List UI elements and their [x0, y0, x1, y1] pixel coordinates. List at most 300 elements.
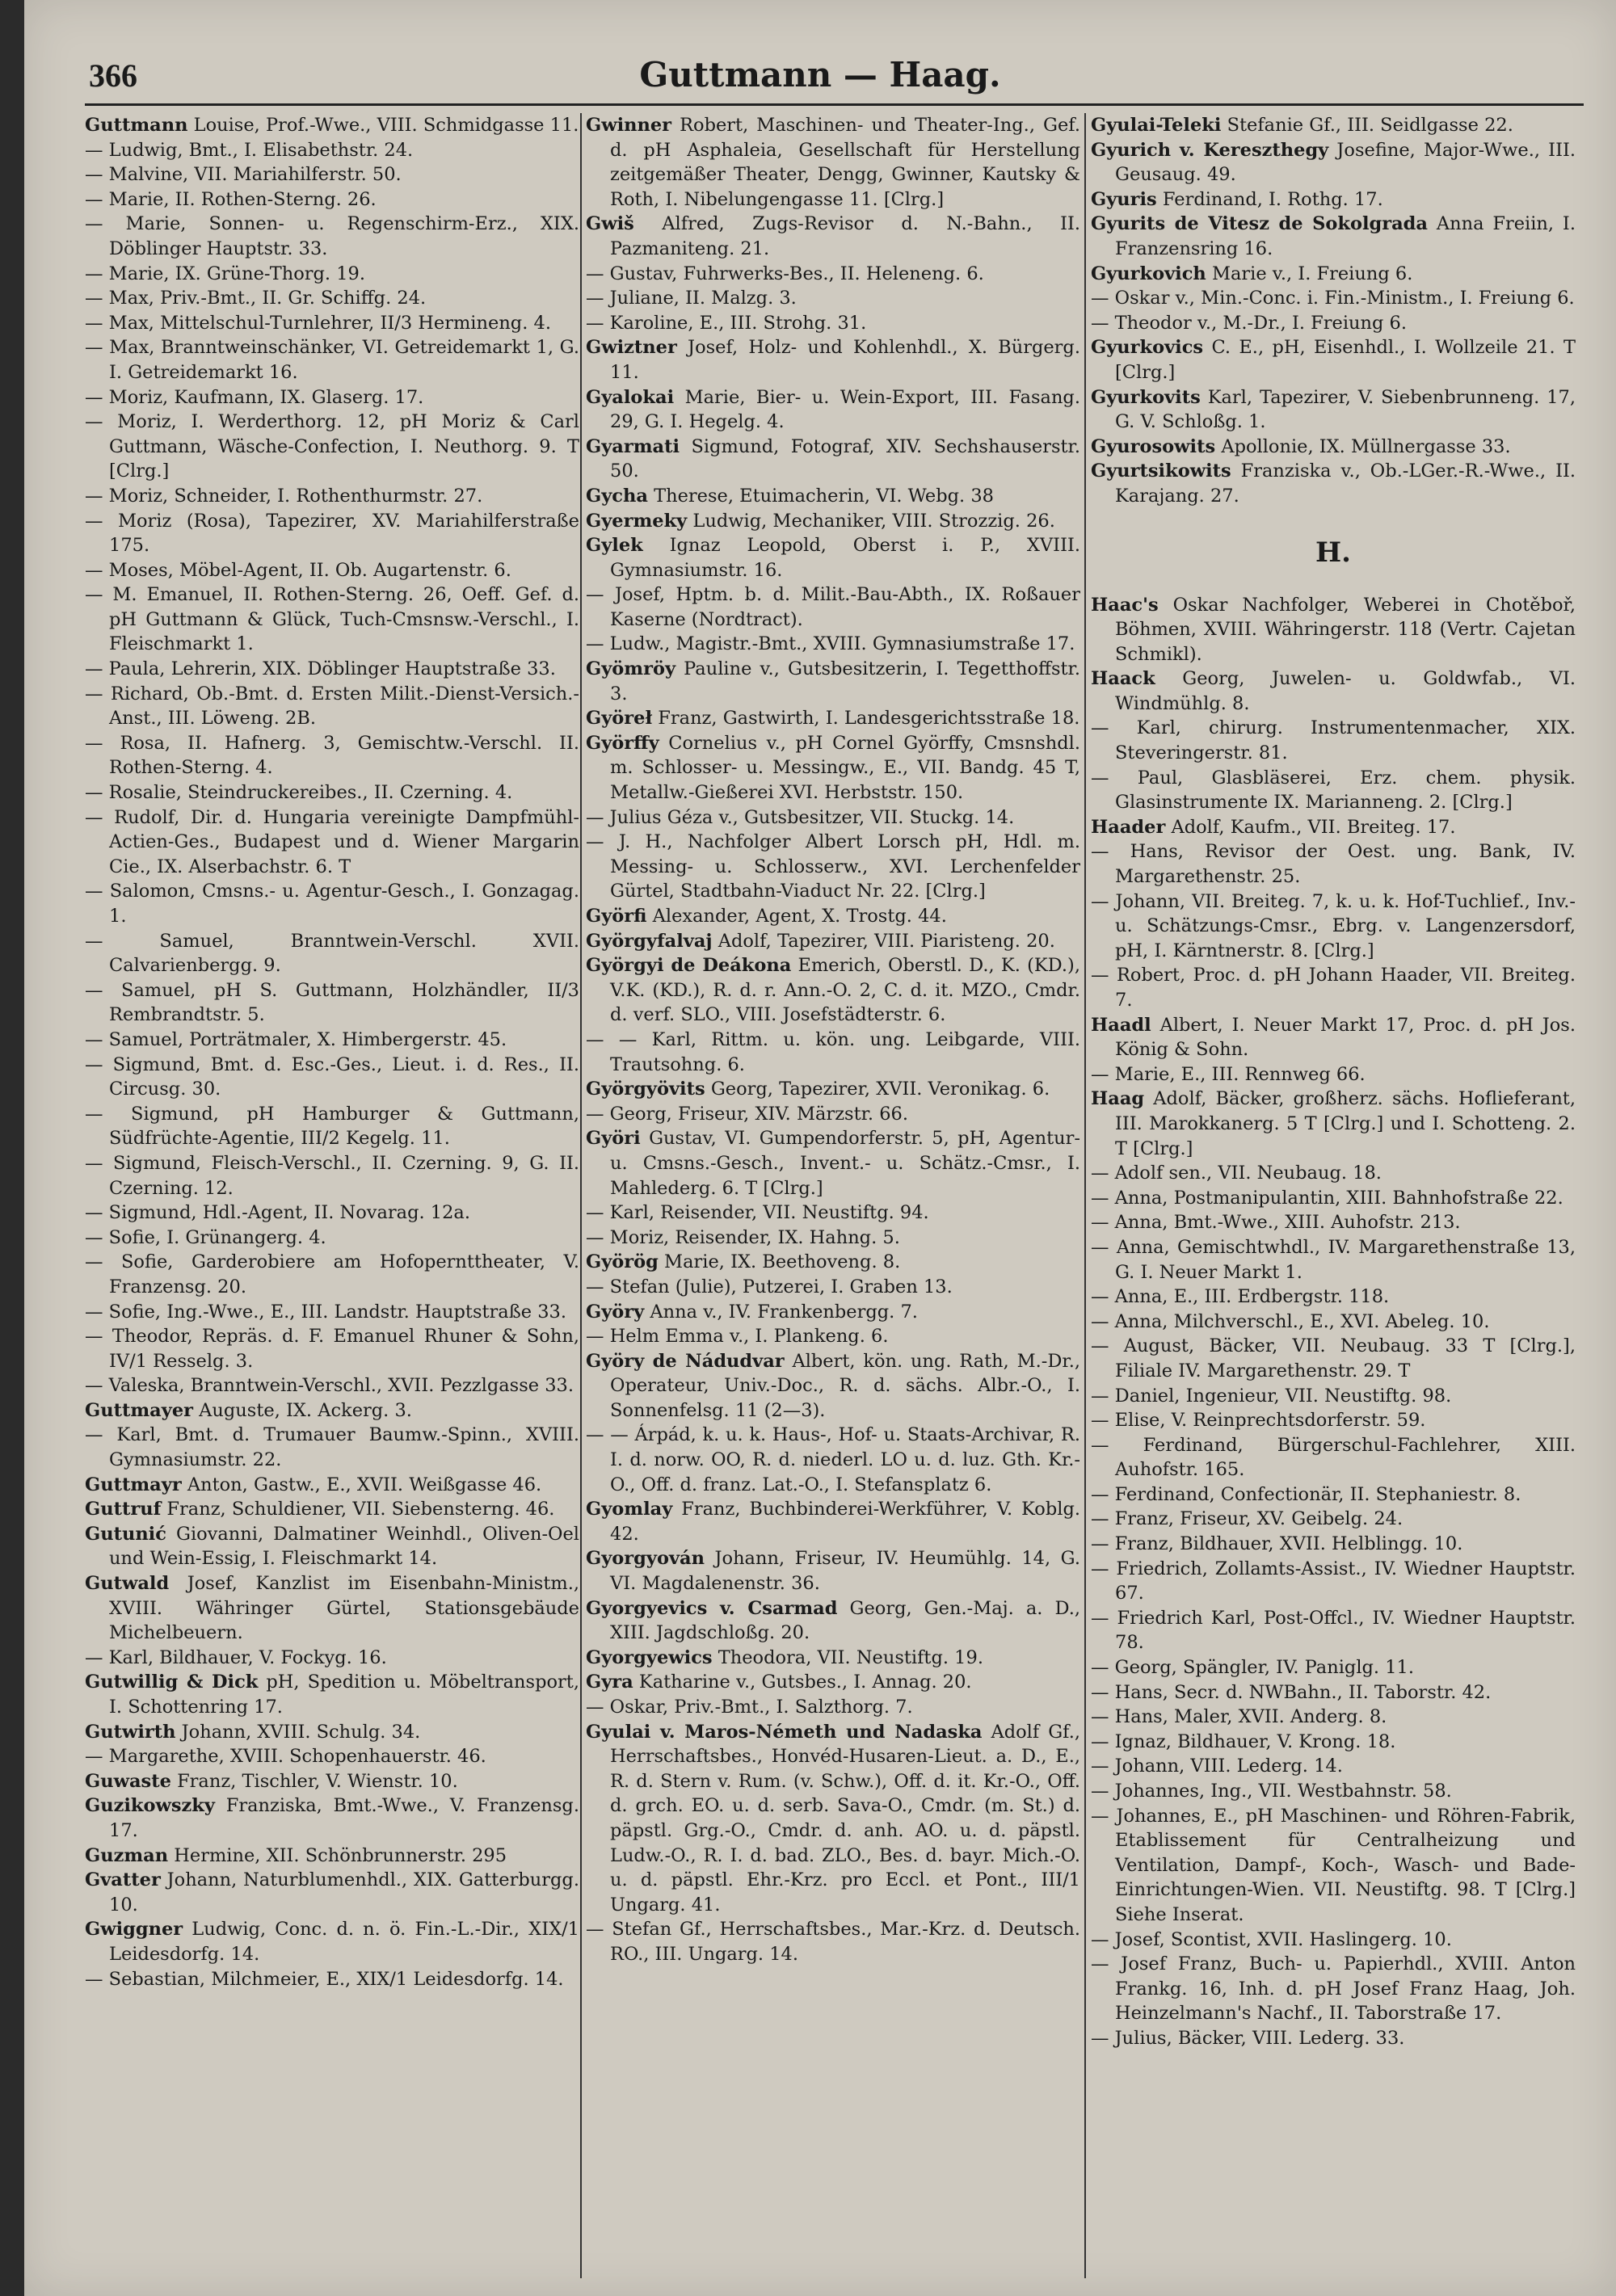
directory-entry: [85, 1967, 579, 1992]
entry-details: — Julius Géza v., Gutsbesitzer, VII. Stuckg. 14.: [586, 806, 1015, 828]
directory-entry: [1091, 1804, 1576, 1928]
entry-details: — Sofie, Ing.-Wwe., E., III. Landstr. Hauptstraße 33.: [85, 1301, 566, 1323]
entry-surname: Guzikowszky: [85, 1795, 215, 1817]
entry-details: Georg, Tapezirer, XVII. Veronikag. 6.: [710, 1079, 1050, 1100]
entry-details: — Max, Branntweinschänker, VI. Getreidemarkt 1, G. I. Getreidemarkt 16.: [85, 337, 579, 383]
directory-entry: [1091, 593, 1576, 667]
directory-entry: [1091, 963, 1576, 1012]
entry-details: Apollonie, IX. Müllnergasse 33.: [1221, 435, 1511, 457]
directory-entry: [1091, 1210, 1576, 1235]
directory-entry: [1091, 1433, 1576, 1482]
directory-entry: [85, 879, 579, 928]
entry-details: — Theodor v., M.-Dr., I. Freiung 6.: [1091, 312, 1408, 334]
entry-details: — Malvine, VII. Mariahilferstr. 50.: [85, 164, 402, 186]
entry-details: — Ferdinand, Bürgerschul-Fachlehrer, XIII. Auhofstr. 165.: [1091, 1434, 1576, 1481]
directory-entry: [85, 1744, 579, 1769]
entry-surname: Gyurkovits: [1091, 386, 1201, 408]
directory-entry: [1091, 187, 1576, 212]
directory-entry: [1091, 113, 1576, 138]
entry-details: — Moriz, Schneider, I. Rothenthurmstr. 27.: [85, 485, 483, 507]
entry-details: Marie, IX. Beethoveng. 8.: [664, 1251, 901, 1273]
directory-entry: [586, 1028, 1080, 1077]
entry-details: — Oskar, Priv.-Bmt., I. Salzthorg. 7.: [586, 1697, 913, 1718]
directory-entry: [85, 1769, 579, 1794]
entry-details: — Karl, Bildhauer, V. Fockyg. 16.: [85, 1646, 387, 1668]
directory-entry: [85, 1053, 579, 1102]
entry-details: — Georg, Spängler, IV. Paniglg. 11.: [1091, 1657, 1415, 1679]
directory-entry: [85, 682, 579, 731]
directory-entry: [85, 509, 579, 558]
entry-details: — Margarethe, XVIII. Schopenhauerstr. 46.: [85, 1746, 486, 1768]
directory-entry: [586, 805, 1080, 831]
directory-entry: [85, 1423, 579, 1472]
directory-entry: [586, 1349, 1080, 1423]
column-divider: [580, 113, 582, 2278]
directory-entry: [85, 780, 579, 805]
entry-surname: Gutwirth: [85, 1721, 176, 1743]
entry-surname: Haader: [1091, 816, 1166, 838]
directory-entry: [586, 1646, 1080, 1671]
entry-surname: Gyra: [586, 1672, 633, 1693]
directory-entry: [586, 1695, 1080, 1720]
entry-details: — Valeska, Branntwein-Verschl., XVII. Pezzlgasse 33.: [85, 1375, 574, 1397]
entry-details: — Friedrich Karl, Post-Offcl., IV. Wiedner Hauptstr. 78.: [1091, 1607, 1576, 1654]
entry-details: — August, Bäcker, VII. Neubaug. 33 T [Clrg.], Filiale IV. Margarethenstr. 29. T: [1091, 1335, 1576, 1381]
entry-surname: Gyorgyewics: [586, 1646, 713, 1668]
entry-details: — Johannes, E., pH Maschinen- und Röhren-Fabrik, Etablissement für Centralheizung und Ventilation, Dampf-, Koch-, Wasch- und Bade-Einrichtungen-Wien. VII. Neustiftg. 98. T [Clrg.] Siehe Inserat.: [1091, 1805, 1576, 1925]
directory-entry: [1091, 1087, 1576, 1161]
directory-entry: [586, 1102, 1080, 1127]
directory-entry: [586, 484, 1080, 509]
entry-details: — Theodor, Repräs. d. F. Emanuel Rhuner & Sohn, IV/1 Resselg. 3.: [85, 1326, 579, 1372]
directory-entry: [1091, 1655, 1576, 1680]
entry-details: — Marie, II. Rothen-Sterng. 26.: [85, 188, 377, 210]
directory-entry: [586, 212, 1080, 261]
directory-entry: [1091, 1705, 1576, 1730]
entry-surname: Györi: [586, 1128, 641, 1150]
directory-entry: [1091, 335, 1576, 385]
entry-details: — Marie, IX. Grüne-Thorg. 19.: [85, 263, 366, 284]
entry-details: — Daniel, Ingenieur, VII. Neustiftg. 98.: [1091, 1385, 1452, 1407]
directory-entry: [85, 1868, 579, 1917]
directory-entry: [1091, 1779, 1576, 1804]
entry-details: Ludwig, Conc. d. n. ö. Fin.-L.-Dir., XIX/1 Leidesdorfg. 14.: [109, 1919, 579, 1965]
entry-details: Johann, Naturblumenhdl., XIX. Gatterburgg. 10.: [109, 1869, 579, 1915]
directory-entry: [85, 187, 579, 212]
entry-details: — Sigmund, Bmt. d. Esc.-Ges., Lieut. i. d. Res., II. Circusg. 30.: [85, 1053, 579, 1100]
entry-details: Adolf Gf., Herrschaftsbes., Honvéd-Husaren-Lieut. a. D., E., R. d. Stern v. Rum. (v. Schw.), Off. d. it. Kr.-O., Off. d. grch. EO. u. d. serb. Sava-O., Cmdr. (m. St.) d. päpstl. Grg.-O., Cmdr. d. anh. AO. u. d. päpstl. Ludw.-O., R. I. d. bad. ZLO., Bes. d. bayr. Mich.-O. u. d. päpstl. Ehr.-Krz. pro Eccl. et Pont., III/1 Ungarg. 41.: [610, 1721, 1080, 1915]
entry-surname: Guttmann: [85, 115, 188, 136]
directory-entry: [85, 1201, 579, 1226]
entry-details: Louise, Prof.-Wwe., VIII. Schmidgasse 11.: [193, 115, 579, 136]
entry-surname: Györgyi de Deákona: [586, 955, 792, 977]
entry-details: — Samuel, pH S. Guttmann, Holzhändler, II/3 Rembrandtstr. 5.: [85, 979, 579, 1026]
entry-details: Therese, Etuimacherin, VI. Webg. 38: [654, 485, 994, 507]
entry-surname: Gyulai-Teleki: [1091, 115, 1222, 136]
entry-details: Sigmund, Fotograf, XIV. Sechshauserstr. 50.: [610, 435, 1080, 482]
entry-details: Ignaz Leopold, Oberst i. P., XVIII. Gymnasiumstr. 16.: [610, 535, 1080, 581]
entry-details: Anna Freiin, I. Franzensring 16.: [1115, 213, 1576, 259]
directory-entry: [85, 558, 579, 583]
entry-details: — Rosa, II. Hafnerg. 3, Gemischtw.-Verschl. II. Rothen-Sterng. 4.: [85, 732, 579, 779]
directory-entry: [1091, 839, 1576, 889]
directory-entry: [586, 731, 1080, 805]
entry-details: — Anna, Milchverschl., E., XVI. Abeleg. 10.: [1091, 1310, 1490, 1332]
directory-entry: [85, 1473, 579, 1498]
directory-entry: [1091, 1384, 1576, 1409]
entry-details: — Johannes, Ing., VII. Westbahnstr. 58.: [1091, 1781, 1452, 1802]
directory-entry: [1091, 1334, 1576, 1383]
entry-surname: Györfi: [586, 906, 647, 927]
entry-details: — Paul, Glasbläserei, Erz. chem. physik. Glasinstrumente IX. Marianneng. 2. [Clrg.]: [1091, 767, 1576, 814]
directory-entry: [1091, 138, 1576, 187]
directory-entry: [1091, 2026, 1576, 2051]
directory-entry: [85, 1250, 579, 1299]
directory-entry: [1091, 435, 1576, 460]
directory-entry: [586, 1720, 1080, 1918]
entry-surname: Guwaste: [85, 1770, 171, 1792]
entry-details: Adolf, Bäcker, großherz. sächs. Hoflieferant, III. Marokkanerg. 5 T [Clrg.] und I. Schotteng. 2. T [Clrg.]: [1115, 1088, 1576, 1159]
entry-surname: Guttmayr: [85, 1474, 182, 1495]
directory-entry: [85, 335, 579, 385]
directory-entry: [85, 113, 579, 138]
entry-surname: Györgyfalvaj: [586, 930, 713, 952]
directory-entry: [586, 657, 1080, 706]
directory-entry: [586, 632, 1080, 657]
directory-entry: [1091, 1730, 1576, 1755]
entry-details: C. E., pH, Eisenhdl., I. Wollzeile 21. T [Clrg.]: [1115, 337, 1576, 383]
entry-details: — Ferdinand, Confectionär, II. Stephaniestr. 8.: [1091, 1483, 1521, 1505]
entry-details: — Moriz (Rosa), Tapezirer, XV. Mariahilferstraße 175.: [85, 510, 579, 557]
directory-entry: [586, 1275, 1080, 1300]
directory-entry: [1091, 1507, 1576, 1532]
entry-details: — Sofie, I. Grünangerg. 4.: [85, 1226, 326, 1248]
page-number: 366: [89, 57, 137, 94]
directory-column-1: [85, 113, 579, 2286]
entry-details: — Josef Franz, Buch- u. Papierhdl., XVIII. Anton Frankg. 16, Inh. d. pH Josef Franz Haag, Joh. Heinzelmann's Nachf., II. Taborstraße 17.: [1091, 1953, 1576, 2025]
entry-details: — Samuel, Porträtmaler, X. Himbergerstr. 45.: [85, 1028, 507, 1050]
entry-surname: Gyorgyevics v. Csarmad: [586, 1597, 838, 1619]
entry-details: — Stefan Gf., Herrschaftsbes., Mar.-Krz. d. Deutsch. RO., III. Ungarg. 14.: [586, 1919, 1080, 1965]
directory-entry: [586, 1596, 1080, 1646]
directory-entry: [85, 162, 579, 187]
entry-details: — Salomon, Cmsns.- u. Agentur-Gesch., I. Gonzagag. 1.: [85, 881, 579, 927]
directory-entry: [586, 830, 1080, 904]
entry-details: — Samuel, Branntwein-Verschl. XVII. Calvarienbergg. 9.: [85, 930, 579, 977]
entry-details: — Anna, Postmanipulantin, XIII. Bahnhofstraße 22.: [1091, 1187, 1563, 1209]
directory-entry: [1091, 1606, 1576, 1655]
directory-entry: [586, 113, 1080, 212]
entry-surname: Györffy: [586, 732, 659, 754]
entry-details: Franz, Buchbinderei-Werkführer, V. Koblg. 42.: [610, 1499, 1080, 1545]
directory-entry: [85, 1102, 579, 1151]
entry-details: — Sigmund, Fleisch-Verschl., II. Czerning. 9, G. II. Czerning. 12.: [85, 1152, 579, 1199]
directory-entry: [1091, 1186, 1576, 1211]
directory-entry: [85, 1793, 579, 1843]
directory-entry: [1091, 1013, 1576, 1062]
entry-details: — Moriz, I. Werderthorg. 12, pH Moriz & Carl Guttmann, Wäsche-Confection, I. Neuthorg. 9. T [Clrg.]: [85, 411, 579, 482]
entry-details: Franz, Schuldiener, VII. Siebensterng. 46.: [166, 1499, 555, 1520]
directory-entry: [1091, 1952, 1576, 2026]
entry-details: — Karl, Reisender, VII. Neustiftg. 94.: [586, 1202, 929, 1224]
entry-details: — Hans, Maler, XVII. Anderg. 8.: [1091, 1706, 1387, 1728]
entry-surname: Gwiggner: [85, 1919, 183, 1941]
entry-details: — Max, Priv.-Bmt., II. Gr. Schiffg. 24.: [85, 288, 427, 309]
directory-entry: [1091, 1754, 1576, 1779]
entry-details: — Moses, Möbel-Agent, II. Ob. Augartenstr. 6.: [85, 559, 511, 581]
directory-entry: [85, 311, 579, 336]
entry-details: — Stefan (Julie), Putzerei, I. Graben 13.: [586, 1276, 953, 1297]
directory-entry: [85, 286, 579, 311]
directory-entry: [85, 1844, 579, 1869]
entry-details: — Julius, Bäcker, VIII. Lederg. 33.: [1091, 2027, 1405, 2049]
entry-details: — Sigmund, pH Hamburger & Guttmann, Südfrüchte-Agentie, III/2 Kegelg. 11.: [85, 1103, 579, 1150]
entry-details: — Ludwig, Bmt., I. Elisabethstr. 24.: [85, 139, 414, 161]
directory-entry: [586, 1423, 1080, 1497]
entry-details: Josef, Holz- und Kohlenhdl., X. Bürgerg. 11.: [610, 337, 1080, 383]
entry-details: Giovanni, Dalmatiner Weinhdl., Oliven-Oel und Wein-Essig, I. Fleischmarkt 14.: [109, 1523, 579, 1570]
entry-details: Josefine, Major-Wwe., III. Geusaug. 49.: [1115, 139, 1576, 186]
directory-entry: [85, 1720, 579, 1745]
directory-entry: [586, 1497, 1080, 1546]
entry-details: Adolf, Kaufm., VII. Breiteg. 17.: [1171, 816, 1456, 838]
directory-entry: [85, 929, 579, 978]
directory-entry: [586, 706, 1080, 731]
directory-entry: [586, 1324, 1080, 1349]
entry-details: Karl, Tapezirer, V. Siebenbrunneng. 17, G. V. Schloßg. 1.: [1115, 386, 1576, 433]
entry-details: Cornelius v., pH Cornel Györffy, Cmsnshdl. m. Schlosser- u. Messingw., E., VII. Bandg. 45 T, Metallw.-Gießerei XVI. Herbststr. 150.: [610, 732, 1080, 804]
entry-surname: Gutwald: [85, 1573, 170, 1595]
directory-entry: [1091, 889, 1576, 964]
directory-entry: [586, 385, 1080, 435]
entry-surname: Gyermeky: [586, 510, 688, 532]
directory-entry: [586, 1670, 1080, 1695]
entry-details: Franziska, Bmt.-Wwe., V. Franzensg. 17.: [109, 1795, 579, 1841]
entry-surname: Haag: [1091, 1088, 1145, 1110]
directory-entry: [85, 657, 579, 682]
directory-entry: [1091, 1928, 1576, 1953]
entry-surname: Gyömröy: [586, 658, 676, 680]
entry-surname: Györgyövits: [586, 1079, 705, 1100]
directory-entry: [1091, 1680, 1576, 1705]
entry-details: Theodora, VII. Neustiftg. 19.: [718, 1646, 983, 1668]
entry-surname: Haadl: [1091, 1014, 1151, 1036]
entry-details: Hermine, XII. Schönbrunnerstr. 295: [174, 1844, 507, 1866]
entry-details: — Oskar v., Min.-Conc. i. Fin.-Ministm., I. Freiung 6.: [1091, 288, 1575, 309]
directory-entry: [1091, 1235, 1576, 1285]
directory-entry: [1091, 1557, 1576, 1606]
entry-details: Josef, Kanzlist im Eisenbahn-Ministm., XVIII. Währinger Gürtel, Stationsgebäude Michelbeuern.: [109, 1573, 579, 1644]
directory-entry: [1091, 1062, 1576, 1087]
directory-entry: [85, 1151, 579, 1201]
directory-entry: [85, 1373, 579, 1398]
entry-details: Adolf, Tapezirer, VIII. Piaristeng. 20.: [718, 930, 1055, 952]
directory-entry: [85, 731, 579, 780]
entry-details: Marie, Bier- u. Wein-Export, III. Fasang. 29, G. I. Hegelg. 4.: [610, 386, 1080, 433]
running-title: Guttmann — Haag.: [639, 55, 1001, 95]
directory-entry: [85, 484, 579, 509]
entry-surname: Gyurits de Vitesz de Sokolgrada: [1091, 213, 1428, 235]
entry-details: — — Árpád, k. u. k. Haus-, Hof- u. Staats-Archivar, R. I. d. norw. OO, R. d. niederl. LO u. d. luz. Gth. Kr.-O., Off. d. franz. Lat.-O., I. Stefansplatz 6.: [586, 1424, 1080, 1495]
directory-entry: [85, 1917, 579, 1966]
directory-entry: [1091, 1310, 1576, 1335]
directory-entry: [85, 1571, 579, 1646]
entry-surname: Gyurkovich: [1091, 263, 1206, 284]
entry-details: — Anna, Gemischtwhdl., IV. Margarethenstraße 13, G. I. Neuer Markt 1.: [1091, 1236, 1576, 1283]
directory-entry: [1091, 262, 1576, 287]
entry-details: — Robert, Proc. d. pH Johann Haader, VII. Breiteg. 7.: [1091, 965, 1576, 1011]
entry-surname: Haac's: [1091, 594, 1159, 616]
entry-details: pH, Spedition u. Möbeltransport, I. Schottenring 17.: [109, 1672, 579, 1718]
entry-surname: Gylek: [586, 535, 643, 557]
entry-details: — J. H., Nachfolger Albert Lorsch pH, Hdl. m. Messing- u. Schlosserw., XVI. Lerchenfelder Gürtel, Stadtbahn-Viaduct Nr. 22. [Clrg.]: [586, 831, 1080, 902]
entry-surname: Gwinner: [586, 115, 672, 136]
entry-surname: Gyurich v. Kereszthegy: [1091, 139, 1329, 161]
directory-entry: [586, 262, 1080, 287]
directory-entry: [586, 509, 1080, 534]
entry-details: — Johann, VIII. Lederg. 14.: [1091, 1756, 1343, 1777]
entry-surname: Gyomlay: [586, 1499, 673, 1520]
directory-entry: [586, 1917, 1080, 1966]
entry-details: Ludwig, Mechaniker, VIII. Strozzig. 26.: [692, 510, 1055, 532]
directory-entry: [85, 805, 579, 880]
column-divider: [1084, 113, 1086, 2278]
entry-details: Katharine v., Gutsbes., I. Annag. 20.: [638, 1672, 972, 1693]
entry-details: Emerich, Oberstl. D., K. (KD.), V.K. (KD.), R. d. r. Ann.-O. 2, C. d. it. MZO., Cmdr. d. verf. SLO., VIII. Josefstädterstr. 6.: [610, 955, 1080, 1026]
entry-details: — Ignaz, Bildhauer, V. Krong. 18.: [1091, 1730, 1396, 1752]
directory-entry: [586, 311, 1080, 336]
entry-details: Oskar Nachfolger, Weberei in Chotěboř, Böhmen, XVIII. Währingerstr. 118 (Vertr. Cajetan Schmikl).: [1115, 594, 1576, 665]
entry-details: — M. Emanuel, II. Rothen-Sterng. 26, Oeff. Gef. d. pH Guttmann & Glück, Tuch-Cmsnsw.-Verschl., I. Fleischmarkt 1.: [85, 584, 579, 655]
page-header: [24, 50, 1616, 99]
directory-entry: [85, 1646, 579, 1671]
directory-entry: [85, 262, 579, 287]
entry-surname: Guzman: [85, 1844, 169, 1866]
directory-entry: [85, 138, 579, 163]
directory-entry: [85, 1497, 579, 1522]
entry-details: — Richard, Ob.-Bmt. d. Ersten Milit.-Dienst-Versich.-Anst., III. Löweng. 2B.: [85, 683, 579, 730]
entry-details: — Josef, Scontist, XVII. Haslingerg. 10.: [1091, 1928, 1452, 1950]
directory-entry: [586, 1077, 1080, 1102]
directory-column-3: [1091, 113, 1576, 2286]
entry-details: Ferdinand, I. Rothg. 17.: [1162, 188, 1383, 210]
directory-entry: [85, 1028, 579, 1053]
directory-entry: [586, 1126, 1080, 1201]
entry-surname: Gyuris: [1091, 188, 1157, 210]
entry-details: Gustav, VI. Gumpendorferstr. 5, pH, Agentur- u. Cmsns.-Gesch., Invent.- u. Schätz.-Cmsr., I. Mahlederg. 6. T [Clrg.]: [610, 1128, 1080, 1199]
directory-entry: [1091, 385, 1576, 435]
entry-surname: Gutwillig & Dick: [85, 1672, 259, 1693]
section-heading: H.: [1315, 536, 1351, 569]
directory-entry: [1091, 286, 1576, 311]
directory-entry: [586, 1226, 1080, 1251]
entry-surname: Gycha: [586, 485, 648, 507]
entry-details: — Friedrich, Zollamts-Assist., IV. Wiedner Hauptstr. 67.: [1091, 1558, 1576, 1604]
entry-details: — Georg, Friseur, XIV. Märzstr. 66.: [586, 1103, 909, 1125]
entry-details: — Moriz, Kaufmann, IX. Glaserg. 17.: [85, 386, 424, 408]
directory-entry: [1091, 1285, 1576, 1310]
directory-entry: [1091, 667, 1576, 716]
entry-surname: Gutunić: [85, 1523, 166, 1545]
directory-entry: [586, 335, 1080, 385]
entry-details: — Karl, chirurg. Instrumentenmacher, XIX. Steveringerstr. 81.: [1091, 717, 1576, 764]
directory-entry: [85, 1670, 579, 1719]
directory-entry: [586, 1250, 1080, 1275]
directory-entry: [1091, 1408, 1576, 1433]
entry-details: — Josef, Hptm. b. d. Milit.-Bau-Abth., IX. Roßauer Kaserne (Nordtract).: [586, 584, 1080, 630]
entry-surname: Györeł: [586, 708, 653, 730]
entry-surname: Gyurkovics: [1091, 337, 1204, 359]
entry-details: Stefanie Gf., III. Seidlgasse 22.: [1227, 115, 1513, 136]
entry-details: — Marie, Sonnen- u. Regenschirm-Erz., XIX. Döblinger Hauptstr. 33.: [85, 213, 579, 259]
directory-entry: [85, 385, 579, 410]
directory-entry: [85, 1226, 579, 1251]
entry-surname: Gyurosowits: [1091, 435, 1216, 457]
directory-entry: [1091, 1161, 1576, 1186]
entry-details: Georg, Gen.-Maj. a. D., XIII. Jagdschloßg. 20.: [610, 1597, 1080, 1644]
directory-entry: [85, 410, 579, 484]
entry-details: — — Karl, Rittm. u. kön. ung. Leibgarde, VIII. Trautsohng. 6.: [586, 1028, 1080, 1075]
entry-surname: Gyurtsikowits: [1091, 460, 1231, 482]
entry-surname: Györy de Nádudvar: [586, 1350, 785, 1372]
entry-details: Anna v., IV. Frankenbergg. 7.: [650, 1301, 918, 1323]
entry-surname: Gwiztner: [586, 337, 677, 359]
directory-entry: [586, 953, 1080, 1028]
entry-details: Franz, Gastwirth, I. Landesgerichtsstraße 18.: [658, 708, 1080, 730]
entry-details: — Sigmund, Hdl.-Agent, II. Novarag. 12a.: [85, 1202, 470, 1224]
directory-entry: [85, 1522, 579, 1571]
entry-details: — Sofie, Garderobiere am Hofopernttheater, V. Franzensg. 20.: [85, 1251, 579, 1297]
entry-details: — Anna, Bmt.-Wwe., XIII. Auhofstr. 213.: [1091, 1212, 1461, 1234]
entry-details: Franziska v., Ob.-LGer.-R.-Wwe., II. Karajang. 27.: [1115, 460, 1576, 507]
entry-surname: Györy: [586, 1301, 645, 1323]
directory-entry: [1091, 459, 1576, 508]
entry-details: — Sebastian, Milchmeier, E., XIX/1 Leidesdorfg. 14.: [85, 1968, 564, 1990]
directory-entry: [1091, 311, 1576, 336]
entry-details: — Moriz, Reisender, IX. Hahng. 5.: [586, 1226, 900, 1248]
entry-details: — Rosalie, Steindruckereibes., II. Czerning. 4.: [85, 782, 513, 804]
entry-details: — Adolf sen., VII. Neubaug. 18.: [1091, 1163, 1382, 1184]
entry-details: — Karl, Bmt. d. Trumauer Baumw.-Spinn., XVIII. Gymnasiumstr. 22.: [85, 1424, 579, 1471]
entry-surname: Györög: [586, 1251, 659, 1273]
entry-details: Auguste, IX. Ackerg. 3.: [199, 1399, 412, 1421]
entry-details: Albert, I. Neuer Markt 17, Proc. d. pH Jos. König & Sohn.: [1115, 1014, 1576, 1061]
entry-details: Alfred, Zugs-Revisor d. N.-Bahn., II. Pazmaniteng. 21.: [610, 213, 1080, 259]
entry-details: Alexander, Agent, X. Trostg. 44.: [652, 906, 947, 927]
entry-details: — Hans, Secr. d. NWBahn., II. Taborstr. 42.: [1091, 1681, 1492, 1703]
entry-details: — Franz, Bildhauer, XVII. Helblingg. 10.: [1091, 1533, 1463, 1555]
header-rule: [85, 103, 1584, 106]
entry-details: — Hans, Revisor der Oest. ung. Bank, IV. Margarethenstr. 25.: [1091, 841, 1576, 888]
entry-details: — Gustav, Fuhrwerks-Bes., II. Heleneng. 6.: [586, 263, 984, 284]
entry-surname: Gvatter: [85, 1869, 161, 1891]
entry-surname: Gyulai v. Maros-Németh und Nadaska: [586, 1721, 983, 1743]
directory-entry: [85, 1398, 579, 1423]
directory-entry: [586, 1201, 1080, 1226]
entry-details: — Paula, Lehrerin, XIX. Döblinger Hauptstraße 33.: [85, 658, 556, 680]
directory-entry: [1091, 1532, 1576, 1557]
entry-details: Pauline v., Gutsbesitzerin, I. Tegetthoffstr. 3.: [610, 658, 1080, 704]
directory-entry: [586, 435, 1080, 484]
entry-details: Johann, Friseur, IV. Heumühlg. 14, G. VI. Magdalenenstr. 36.: [610, 1548, 1080, 1595]
entry-surname: Haack: [1091, 668, 1155, 690]
directory-entry: [586, 1546, 1080, 1596]
entry-details: Anton, Gastw., E., XVII. Weißgasse 46.: [187, 1474, 542, 1495]
entry-details: Johann, XVIII. Schulg. 34.: [181, 1721, 421, 1743]
entry-surname: Gwiš: [586, 213, 634, 235]
directory-entry: [1091, 212, 1576, 261]
entry-details: — Karoline, E., III. Strohg. 31.: [586, 312, 867, 334]
